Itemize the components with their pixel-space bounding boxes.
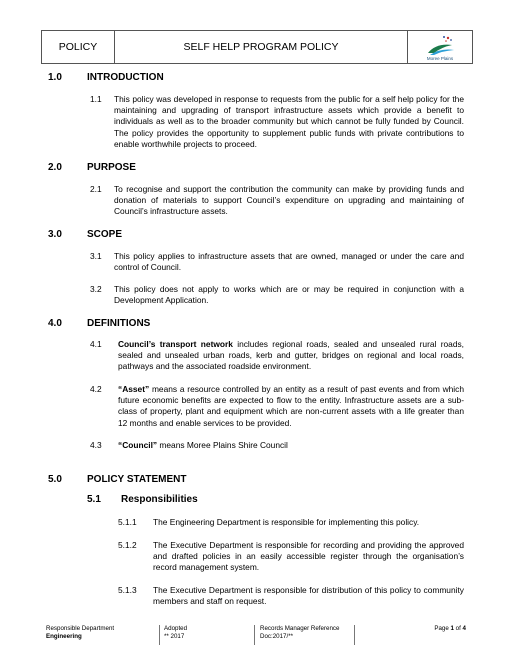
clause-number: 3.1 [90,251,102,261]
page-of: of [453,625,463,632]
footer-divider [159,625,160,645]
clause-number: 4.2 [90,384,102,394]
section-number: 1.0 [48,72,62,83]
section-heading-introduction [48,72,164,83]
section-number: 3.0 [48,229,62,240]
footer-department [46,625,156,645]
defined-term: “Council” [118,440,158,450]
header-policy-label: POLICY [42,31,115,63]
footer-department-label: Responsible Department [46,625,115,632]
section-title: POLICY STATEMENT [87,474,187,485]
clause-number: 5.1.2 [118,540,137,550]
page-prefix: Page [434,625,451,632]
clause-number: 5.1.3 [118,585,137,595]
section-title: SCOPE [87,229,123,240]
clause-text: The Executive Department is responsible for recording and providing the approved and drafted policies in an easily accessible register through the organisation’s record management system. [153,540,464,573]
clause-number: 3.2 [90,284,102,294]
section-number: 5.0 [48,474,62,485]
document-footer [46,625,466,645]
footer-records-reference [260,625,360,645]
clause-text: This policy was developed in response to requests from the public for a self help policy for the maintaining and upgrading of transport infrastructure assets which provide a benefit to individuals as well as to the broader community but which cannot be fully funded by Council. The policy provides the opportunity to supplement public funds with private contributions to enable worthwhile projects to proceed. [114,94,464,149]
footer-records-label: Records Manager Reference [260,625,340,632]
section-title: DEFINITIONS [87,318,151,329]
section-heading-purpose [48,162,136,173]
clause-text: This policy applies to infrastructure assets that are owned, managed or under the care and control of Council. [114,251,464,273]
header-title: SELF HELP PROGRAM POLICY [115,31,408,63]
clause-text: To recognise and support the contribution the community can make by providing funds and donation of materials to support Council’s expenditure on upgrading and maintaining of Council’s infrastructure assets. [114,184,464,217]
clause-number: 4.3 [90,440,102,450]
section-number: 2.0 [48,162,62,173]
clause-number: 4.1 [90,339,102,349]
definition-text [118,440,464,451]
clause-text: The Engineering Department is responsible for implementing this policy. [153,517,420,527]
section-title: INTRODUCTION [87,72,164,83]
footer-records-value: Doc:2017/** [260,633,294,640]
clause-text: The Executive Department is responsible for distribution of this policy to community members and staff on request. [153,585,464,607]
definition-body: means Moree Plains Shire Council [157,440,288,450]
document-header [41,30,473,64]
svg-text:Moree Plains: Moree Plains [426,56,454,61]
footer-adopted [164,625,244,645]
definition-text [118,384,464,429]
section-heading-policy-statement [48,474,186,485]
definition-body: means a resource controlled by an entity as a result of past events and from which future economic benefits are expected to flow to the entity. Infrastructure assets are a sub-class of property, plant and equipment which are non-current assets with a life greater than 12 months and enable services to be provided. [118,384,464,428]
subsection-heading-responsibilities [87,494,198,505]
footer-page-number [376,625,466,645]
definition-body: includes regional roads, sealed and unsealed rural roads, sealed and unsealed urban roads, kerb and gutter, bridges on regional and local roads, pathways and the associated roadside environment. [118,339,464,372]
clause-number: 5.1.1 [118,517,137,527]
section-heading-definitions [48,318,150,329]
footer-adopted-label: Adopted [164,625,188,632]
clause-number: 1.1 [90,94,102,104]
council-logo [408,31,472,63]
subsection-number: 5.1 [87,494,101,505]
defined-term: “Asset” [118,384,150,394]
section-title: PURPOSE [87,162,136,173]
footer-adopted-value: ** 2017 [164,633,185,640]
section-number: 4.0 [48,318,62,329]
clause-number: 2.1 [90,184,102,194]
subsection-title: Responsibilities [121,494,198,505]
clause-text: This policy does not apply to works which are or may be required in conjunction with a Development Application. [114,284,464,306]
footer-divider [354,625,355,645]
section-heading-scope [48,229,122,240]
defined-term: Council’s transport network [118,339,233,349]
footer-divider [254,625,255,645]
page-total: 4 [462,625,466,632]
footer-department-value: Engineering [46,633,82,640]
definition-text [118,339,464,373]
page-current: 1 [450,625,454,632]
